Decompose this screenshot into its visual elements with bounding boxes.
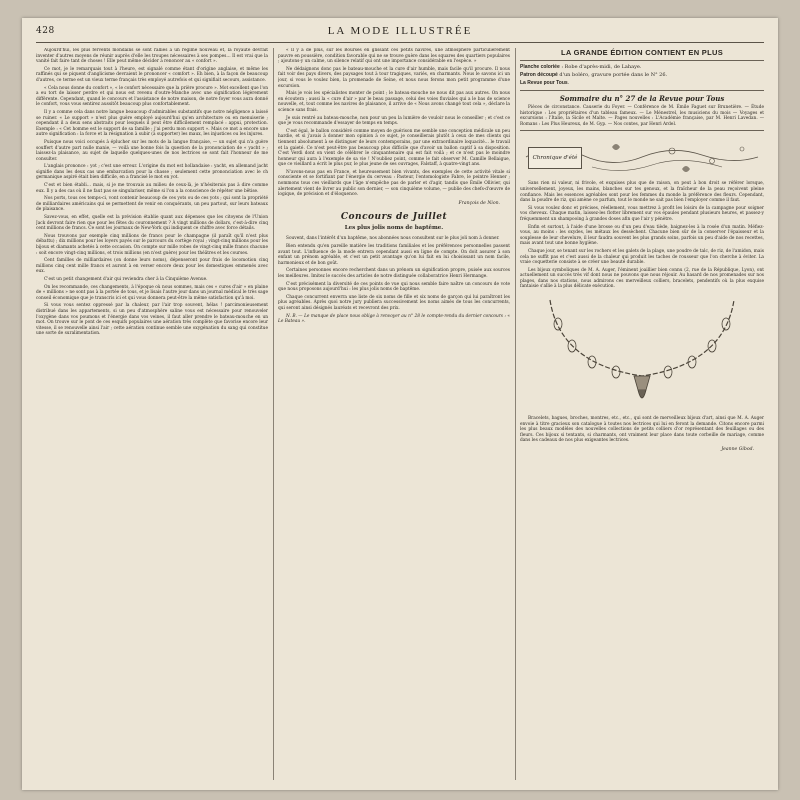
newspaper-page [22, 18, 778, 790]
column-divider [515, 48, 516, 780]
paragraph: Nos ports, tous ces temps-ci, vont contenir beaucoup de ces yots ou de ces yots ; qui sont la propriété de milliardaires américains qui se permettent de venir en conquérants, un peu partout, sur leurs bateaux de plaisance. [36, 196, 268, 213]
column-1 [36, 48, 268, 780]
paragraph: Savez-vous, en effet, quelle est la prévision établie quant aux dépenses que les citoyens de l'Union Jack devront faire rien que pour les fêtes du couronnement ? À vingt millions de dollars, c'est-à-dire cinq cent millions de francs. Ce sont les journaux de New-York qui indiquent ce chiffre avec force détails. [36, 215, 268, 232]
paragraph: Certaines personnes encore recherchent dans un prénom un signification propre, puisée aux sources les meilleures. Imitez le succès des articles de notre distinguée collaboratrice Henri Hermange. [278, 268, 510, 279]
paragraph: C'est un petit changement d'air qui reviendra cher à la Cinquième Avenue. [44, 276, 208, 282]
paragraph: Nous trouvons par exemple cinq millions de francs pour le champagne (il paraît qu'il n'est plus débattu) ; dix millions pour les loyers payés sur le parcours du cortège royal ; vingt-cinq millions pour les bijoux et diamants achetés à cette occasion. On compte sur mille robes de vingt-cinq mille francs chacune : soit encore vingt-cinq millions, et trois millions (en n'est guère) pour les théâtres et les courses. [36, 233, 268, 256]
paragraph: C'est égal, le ballon considéré comme moyen de guérison me semble une conception médicale un peu hardie, et si j'avais à donner mon opinion à ce sujet, je conseillerais plutôt à ceux de mes clients qui tiennent absolument à se distinguer de leurs contemporains, par une extraordinaire loquacité… le travail et la gaieté. Ce n'est peut-être pas beaucoup plus difficile que d'avoir un ballon captif à sa disposition. C'est Verdi dont on vient de célébrer le cinquantenaire qui est fait voilà ; et ce n'est pas le moindre honneur qui aura à l'exemple de sa vie ! N'oubliez point, comme le fait observer M. Camille Bellaigue, que ce vieillard a écrit le plus pur, le plus jeune de ses ouvrages, Falstaff, à quatre-vingt ans. [278, 128, 510, 168]
necklace-icon [520, 294, 764, 412]
divider [520, 90, 764, 91]
necklace-illustration [520, 294, 764, 412]
edition-line [520, 72, 764, 79]
paragraph: « Cela nous donne du confort », « le confort nécessaire que la prière procure ». Mot excellent que l'on a eu tort de laisser perdre et qui nous est revenu d'outre-Manche avec une signification légèrement différente. Cependant, quand le concours et l'assistance de notre maison, de notre foyer vous aura donné le confort, vous vous sentirez aussitôt beaucoup plus confortablement. [36, 85, 268, 108]
column-3 [520, 48, 764, 780]
paragraph: Mais je vois les spécialistes monter de point ; le bateau-mouche ne nous dit pas aux autres. On nous en écoutera ; aussi la « cure d'air » par le beau passage, celui des voies fluviales qui a le bas de science nouvelle, et, tout comme les navires de plaisance, il arrive de « Nous avons changé tout cela », déclare la science sans frais. [278, 91, 510, 113]
paragraph: Enfin et surtout, à l'aide d'une brosse ou d'un peu d'eau tiède, baignez-les à la rosée d'un matin. Méfiez-vous, au moins : les oxydes, les métaux les dessèchent. Chacune bien sûr de la conserver l'épaisseur et la souplesse de leur chevelure, il leur faudra souvent les plus grands soins, parfois un peu d'aide de nos recettes, mais avant tout une bonne hygiène. [520, 224, 764, 247]
page-number: 428 [36, 26, 55, 36]
editorial-note: N. B. — Le manque de place nous oblige à renvoyer au n° 28 le compte-rendu du dernier concours : « Le Bateau ». [278, 313, 510, 325]
edition-line [520, 80, 764, 87]
edition-line-text: : Robe d'après-midi, de Lahaye. [559, 64, 642, 70]
sommaire-title: Sommaire du n° 27 de la Revue pour Tous [559, 94, 725, 103]
paragraph: « Il y a de plus, sur les Bourses en glissant ces petits navires, une atmosphère particulièrement pauvre en poussière, condition favorable qui ne se trouve guère dans les squares des quartiers populaires ; ajoutons-y un calme, un silence relatif qui ont une importance considérable en l'espèce. » [278, 48, 510, 65]
paragraph: Bracelets, bagues, broches, montres, etc., etc., qui sont de merveilleux bijoux d'art, ainsi que M. A. Auger envoie à titre gracieux son catalogue à toutes nos lectrices qui lui en feront la demande. Citons encore parmi les plus beaux modèles des nouvelles collections de petits colliers d'or représentant des feuillages ou des fleurs. Ces bijoux si tentants, si charmants, ont vraiment leur place dans toute corbeille de mariage, comme dans les cadeaux de nos plus exigeantes lectrices. [520, 416, 764, 444]
paragraph: Aujourd'hui, les plus fervents mondains se sont ralliés à un régime nouveau et, la royauté devrait inventer d'autres moyens de réunir auprès d'elle les troupes nécessaires à ses pompes… Il est vrai que la vanité fait faire tant de choses ! Elle peut même décider à renoncer au « confort ». [36, 48, 268, 65]
chronique-ornament [522, 137, 762, 177]
edition-line-text: d'un boléro, gravure portée dans le N° 26. [557, 72, 668, 78]
paragraph: Les bijoux symboliques de M. A. Auger, l'éminent joaillier bien connu (2, rue de la République, Lyon), ont actuellement un succès très vif dont nous ne pouvons que nous réjouir. Au hasard de nos promenades sur nos plages, dans nos stations, nous admirons ces merveilleux colliers, bracelets, pendentifs où la plus exquise fantaisie s'allie à la plus délicate exécution. [520, 267, 764, 290]
edition-line-label: Patron découpé [520, 72, 558, 78]
sommaire-text: Pièces de circonstance. Causerie du Foyer. — Conférence de M. Émile Faguet sur Brunetière. — Étude historique : Les propriétaires d'un tableau fameux. — Le Ménestrel, les musiciens du mois — Voyages et excursions : l'Italie, la Sicile et Malte. — Pages nouvelles : L'Académie française, par M. Henri Lavedan. — Romans : Les Plus Heureux, de M. Gyp. — Nos contes, par Henri Ardel. [520, 105, 764, 127]
paragraph: N'avons-nous pas en France, et heureusement bien vivants, des exemples de cette activité vitale si consciente et se fortifiant par l'énergie du cerveau : Pasteur, l'entomologiste Fabre, le peintre Henner ; nommons tous ces vieillards que l'âge n'empêche pas de parler et d'agir, tandis que Émile Ollivier, qui alertement vient de livrer au public son dernier, — son cinquième volume, — publie des chefs-d'œuvre de logique, de précision et d'éloquence. [278, 169, 510, 198]
contest-title: Concours de Juillet [340, 212, 448, 223]
paragraph: Je suis rentré au bateau-mouche, non pour un peu la lumière de vouloir nous le conseiller ; et c'est ce que je vous recommande d'essayer de temps en temps. [278, 115, 510, 127]
paragraph: C'est précisément la diversité de ces points de vue qui nous semble faire naître un concours de vote que nous proposons aujourd'hui : les plus jolis noms de baptême. [278, 281, 510, 293]
paragraph: Chaque concurrent enverra une liste de six noms de fille et six noms de garçon qui lui paraîtront les plus agréables. Après quoi notre jury publiera successivement les noms aimés de tous les concurrents, qui seront ainsi désignés lauréats et recevront des prix. [278, 294, 510, 311]
edition-line-text: . [567, 80, 570, 86]
chronique-signature: Jeanne Gibod. [721, 447, 754, 453]
paragraph: Puisque nous voici occupés à éplucher sur les mots de la langue française, — un sujet qui n'a guère souffert d'autre part nulle manie, — voilà une bonne fois la question de la prononciation de « yacht » ; laissez-la plaisance, au sujet de laquelle quelques-unes de nos lectrices se sont fait l'honneur de me consulter. [36, 139, 268, 162]
paragraph: Si vous vous sentez oppressé par la chaleur, par l'air trop souvent, hélas ! parcimonieusement distribué dans les appartements, si un peu d'atmosphère saline vous est nécessaire pour renouveler l'oxygène dans vos poumons et l'énergie dans vos veines, il faut aller prendre le bateau-mouche en un mot. On trouve sur le pont de ces esquifs populaires une aération très complète que favorise encore leur vitesse, il se renouvelle ainsi l'air ; cette aération continue semble une oxygénation du sang qui constitue une sorte de suralimentation. [36, 303, 268, 337]
edition-box-title: LA GRANDE ÉDITION CONTIENT EN PLUS [560, 48, 723, 57]
paragraph: Bien entendu qu'en pareille matière les traditions familiales et les préférences personnelles passent avant tout. L'influence de la mode entrera cependant aussi en ligne de compte. On doit assurer à son enfant un prénom agréable, et c'est un petit avantage qu'on lui fait en lui choisissant un nom facile, harmonieux et de bon goût. [278, 244, 510, 266]
paragraph: On les recommande, ces changements, à l'époque où nous sommes, mais ces « cures d'air » en plaine de « millions » ne sont pas à la portée de tous, et je lisais l'autre jour dans un journal médical le très sage conseil économique que je transcris ici et qui vous donnera peut-être la même satisfaction qu'à moi. [36, 284, 268, 301]
paragraph: Ce mot, je le remarquais tout à l'heure, est signalé comme étant d'origine anglaise, et même les raffinés qui se piquent d'anglicisme devraient le prononcer « comfort ». Eh bien, à la façon de beaucoup d'autres, ce terme est un vieux terme français très employé autrefois et qui signifiait secours, assistance. [36, 66, 268, 83]
author-signature: François de Nion. [458, 200, 500, 206]
column-2 [278, 48, 510, 780]
page-header [36, 24, 764, 43]
edition-line-label: La Revue pour Tous [520, 80, 568, 86]
paragraph: Sans rien ni valeur, ni frivole, et exquises plus que de raison, on peut à bon droit se référer lorsque, universellement, joyeux, les mains, blanches sur tes genoux, et la fraîcheur de la peau reçoivent pleine confiance. Mais les essences agréables sont pour les femmes du monde la préférence des fleurs. Cependant, dans la poudre de riz, qui amène ce parfum, tout le monde ne sait pas bien l'employer comme il faut. [520, 181, 764, 204]
edition-line [520, 64, 764, 71]
contest-subtitle: Les plus jolis noms de baptême. [344, 225, 444, 232]
chronique-title: Chronique d'été [528, 147, 582, 169]
paragraph: Il y a comme cela dans notre langue beaucoup d'admirables substantifs que notre négligence a laissé se ruiner. « Le support » n'est plus guère employé aujourd'hui qu'en architecture ou en menuiserie ; cependant il a deux sens abstraits pour lesquels il peut être difficilement remplacé : appui, protection. Exemple : « Cet homme est le support de sa famille ; j'ai perdu mon support ». Mais ce mot a encore une autre signification : la force et la résignation à subir (à supporter) les maux, les injustices ou les injures. [36, 109, 268, 138]
paragraph: C'est et bien établi… mais, si je me trouvais au milieu de ceux-là, je n'hésiterais pas à dire comme eux. Il y a des cas où il ne faut pas se singulariser, même si l'on a la conscience de répéter une bêtise. [36, 183, 268, 194]
journal-title: LA MODE ILLUSTRÉE [327, 25, 473, 37]
paragraph: Chaque jour, se tenant sur les rochers et les galets de la plage, une poudre de talc, de riz, de l'amidon, mais cela ne suffit pas et c'est aussi de la chaleur qui produit les taches de rousseur que l'on cherche à éviter. La vraie coquetterie consiste à se créer une beauté durable. [520, 248, 764, 266]
divider [520, 60, 764, 61]
column-divider [273, 48, 274, 780]
paragraph: Cent familles de milliardaires (on donne leurs noms), dépenseront pour frais de locomotion cinq millions cinq cent mille francs et auront à en verser encore deux pour les domestiques emmenés avec eux. [36, 258, 268, 275]
paragraph: Ne dédaignons donc pas le bateau-mouche et la cure d'air humble, mais facile qu'il procure. Il nous fait voir des pays divers, des paysages tout à tour tragiques, variés, en charmants. Nous le savons ici un jour, si vous le voulez bien, la promenade de Seine, et nous nous ferons mon petit programme d'une excursion. [278, 66, 510, 89]
edition-line-label: Planche coloriée [520, 64, 560, 70]
paragraph: Souvent, dans l'intérêt d'un baptême, nos abonnées nous consultent sur le plus joli nom à donner. [286, 236, 500, 242]
paragraph: Si vous voulez donc et précises, réellement, vous mettrez à profit les loisirs de la campagne pour soigner vos cheveux. Chaque matin, laissez-les flotter librement sur vos épaules pendant plusieurs heures, et passez-y fréquemment un shampooing à grandes doses afin que l'air y pénètre. [520, 205, 764, 222]
paragraph: L'anglais prononce : yot ; c'est une erreur. L'origine du mot est hollandaise : yacht, en allemand jacht signifie dans les deux cas une embarcation pour la chasse ; seulement cette prononciation avec le ch germanique aspiré était bien difficile, en a francisé le mot en yot. [36, 164, 268, 181]
divider [520, 130, 764, 131]
